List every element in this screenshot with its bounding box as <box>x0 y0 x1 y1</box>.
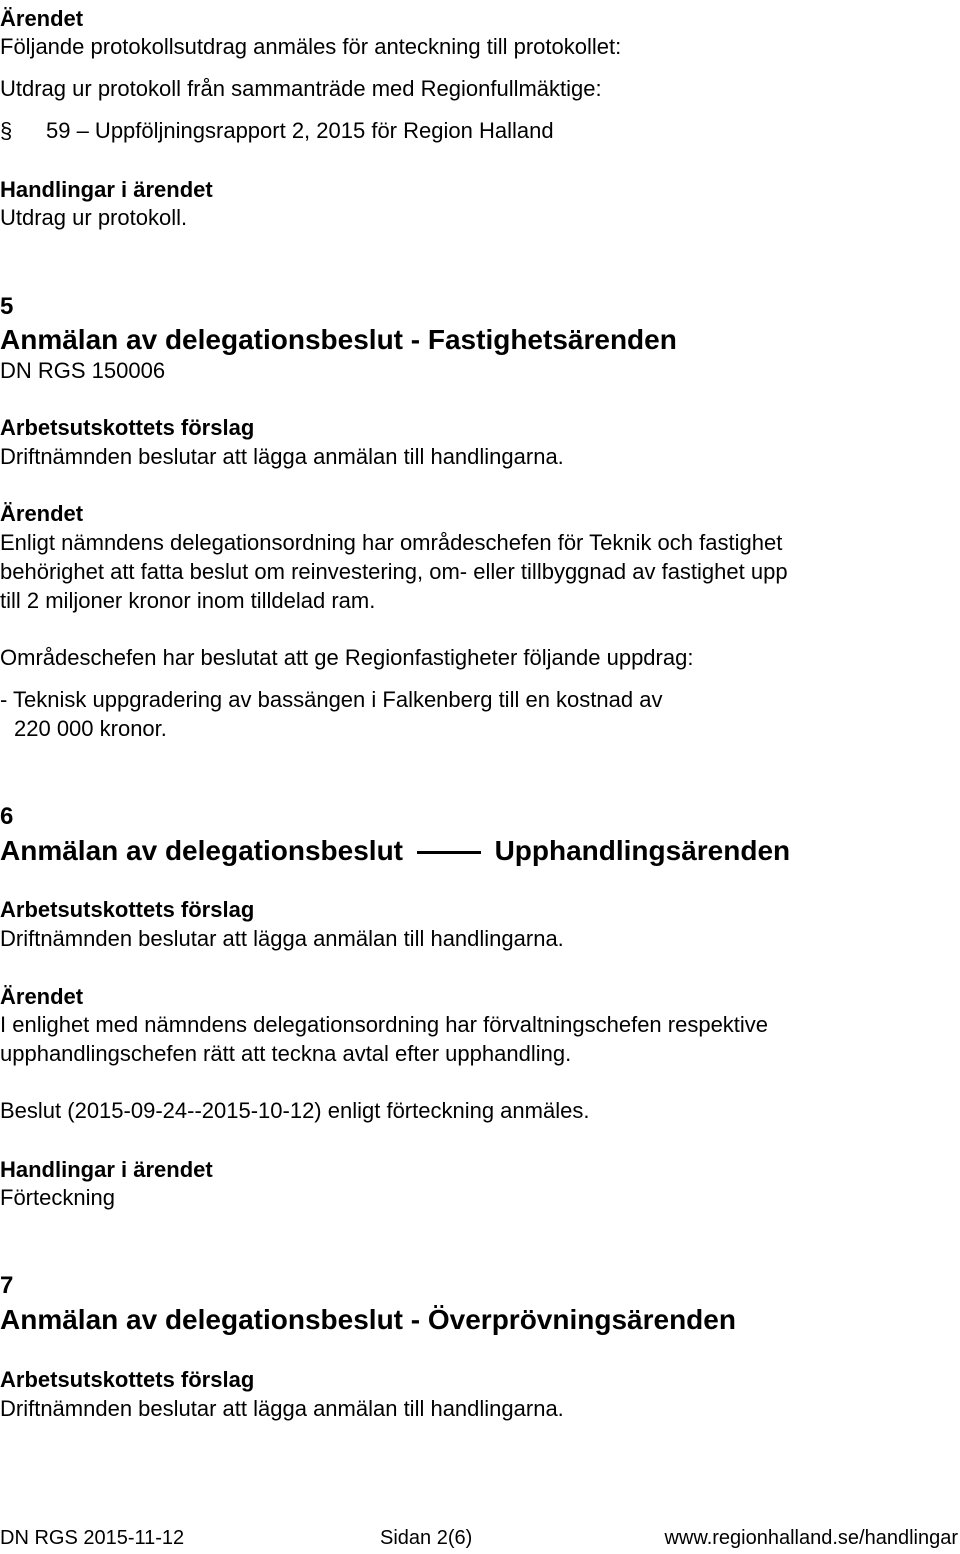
footer-website-link[interactable]: www.regionhalland.se/handlingar <box>664 1527 958 1549</box>
case-text-line: Enligt nämndens delegationsordning har områdeschefen för Teknik och fastighet <box>0 530 783 555</box>
section-number: 5 <box>0 293 14 320</box>
proposal-heading: Arbetsutskottets förslag <box>0 1367 255 1392</box>
decisions-text: Beslut (2015-09-24--2015-10-12) enligt förteckning anmäles. <box>0 1098 590 1123</box>
case-text-line: upphandlingschefen rätt att teckna avtal efter upphandling. <box>0 1041 572 1066</box>
documents-heading: Handlingar i ärendet <box>0 1157 213 1182</box>
assignment-line: 220 000 kronor. <box>14 716 167 741</box>
protocol-item <box>0 120 554 142</box>
section-title-part: Anmälan av delegationsbeslut <box>0 835 403 866</box>
extract-text: Utdrag ur protokoll från sammanträde med Regionfullmäktige: <box>0 76 602 101</box>
section-title <box>0 837 790 865</box>
intro-text: Följande protokollsutdrag anmäles för anteckning till protokollet: <box>0 34 622 59</box>
paragraph-sign-icon: § <box>0 118 13 143</box>
section-title: Anmälan av delegationsbeslut - Överprövningsärenden <box>0 1304 736 1335</box>
section-number: 6 <box>0 803 14 830</box>
proposal-heading: Arbetsutskottets förslag <box>0 897 255 922</box>
documents-text: Utdrag ur protokoll. <box>0 205 188 230</box>
case-text-line: I enlighet med nämndens delegationsordning har förvaltningschefen respektive <box>0 1012 769 1037</box>
protocol-item-text: 59 – Uppföljningsrapport 2, 2015 för Region Halland <box>46 118 554 143</box>
case-heading: Ärendet <box>0 501 84 526</box>
case-text-line: till 2 miljoner kronor inom tilldelad ram. <box>0 588 376 613</box>
dash-icon <box>417 851 481 854</box>
case-heading: Ärendet <box>0 6 84 31</box>
case-heading: Ärendet <box>0 984 84 1009</box>
case-number: DN RGS 150006 <box>0 358 166 383</box>
section-title-part: Upphandlingsärenden <box>494 835 791 866</box>
case-text-line: behörighet att fatta beslut om reinvestering, om- eller tillbyggnad av fastighet upp <box>0 559 788 584</box>
footer-case-date: DN RGS 2015-11-12 <box>0 1527 185 1549</box>
proposal-text: Driftnämnden beslutar att lägga anmälan till handlingarna. <box>0 444 564 469</box>
documents-text: Förteckning <box>0 1185 115 1210</box>
documents-heading: Handlingar i ärendet <box>0 177 213 202</box>
proposal-text: Driftnämnden beslutar att lägga anmälan till handlingarna. <box>0 1396 564 1421</box>
section-number: 7 <box>0 1272 14 1299</box>
proposal-heading: Arbetsutskottets förslag <box>0 415 255 440</box>
footer-page-number: Sidan 2(6) <box>380 1527 473 1549</box>
assignment-line: - Teknisk uppgradering av bassängen i Falkenberg till en kostnad av <box>0 687 663 712</box>
section-title: Anmälan av delegationsbeslut - Fastighetsärenden <box>0 324 677 355</box>
proposal-text: Driftnämnden beslutar att lägga anmälan till handlingarna. <box>0 926 564 951</box>
decision-text: Områdeschefen har beslutat att ge Regionfastigheter följande uppdrag: <box>0 645 694 670</box>
